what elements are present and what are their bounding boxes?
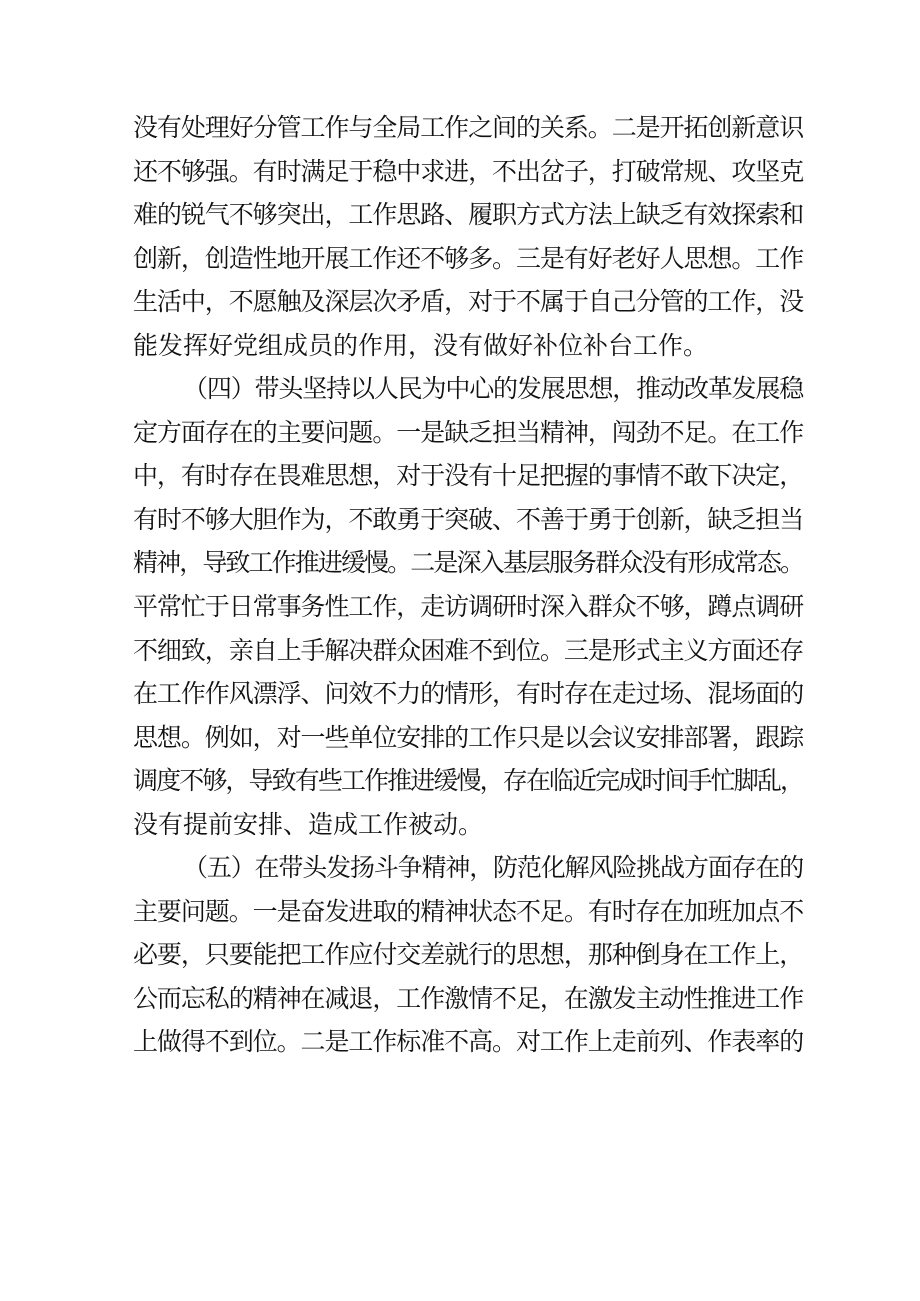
text-line: 有时不够大胆作为，不敢勇于突破、不善于勇于创新，缺乏担当 — [133, 504, 803, 534]
text-line: 不细致，亲自上手解决群众困难不到位。三是形式主义方面还存 — [133, 635, 803, 665]
text-line: 没有提前安排、造成工作被动。 — [133, 809, 484, 839]
text-line: 精神，导致工作推进缓慢。二是深入基层服务群众没有形成常态。 — [133, 548, 803, 578]
text-line: 平常忙于日常事务性工作，走访调研时深入群众不够，蹲点调研 — [133, 592, 803, 622]
text-line: 还不够强。有时满足于稳中求进，不出岔子，打破常规、攻坚克 — [133, 156, 803, 186]
text-line: 创新，创造性地开展工作还不够多。三是有好老好人思想。工作 — [133, 243, 803, 273]
document-body — [133, 106, 803, 1064]
text-line: （五）在带头发扬斗争精神，防范化解风险挑战方面存在的 — [183, 853, 803, 883]
text-line: 思想。例如，对一些单位安排的工作只是以会议安排部署，跟踪 — [133, 722, 803, 752]
text-line: 必要，只要能把工作应付交差就行的思想，那种倒身在工作上， — [133, 940, 803, 970]
text-line: （四）带头坚持以人民为中心的发展思想，推动改革发展稳 — [183, 374, 803, 404]
text-line: 公而忘私的精神在减退，工作激情不足，在激发主动性推进工作 — [133, 983, 803, 1013]
text-line: 生活中，不愿触及深层次矛盾，对于不属于自己分管的工作，没 — [133, 287, 803, 317]
text-line: 能发挥好党组成员的作用，没有做好补位补台工作。 — [133, 330, 709, 360]
text-line: 定方面存在的主要问题。一是缺乏担当精神，闯劲不足。在工作 — [133, 417, 803, 447]
text-line: 主要问题。一是奋发进取的精神状态不足。有时存在加班加点不 — [133, 896, 803, 926]
text-line: 调度不够，导致有些工作推进缓慢，存在临近完成时间手忙脚乱， — [133, 766, 803, 796]
text-line: 没有处理好分管工作与全局工作之间的关系。二是开拓创新意识 — [133, 113, 803, 142]
text-line: 难的锐气不够突出，工作思路、履职方式方法上缺乏有效探索和 — [133, 200, 803, 230]
text-line: 上做得不到位。二是工作标准不高。对工作上走前列、作表率的 — [133, 1027, 803, 1057]
text-line: 中，有时存在畏难思想，对于没有十足把握的事情不敢下决定， — [133, 461, 803, 491]
text-line: 在工作作风漂浮、问效不力的情形，有时存在走过场、混场面的 — [133, 679, 803, 709]
